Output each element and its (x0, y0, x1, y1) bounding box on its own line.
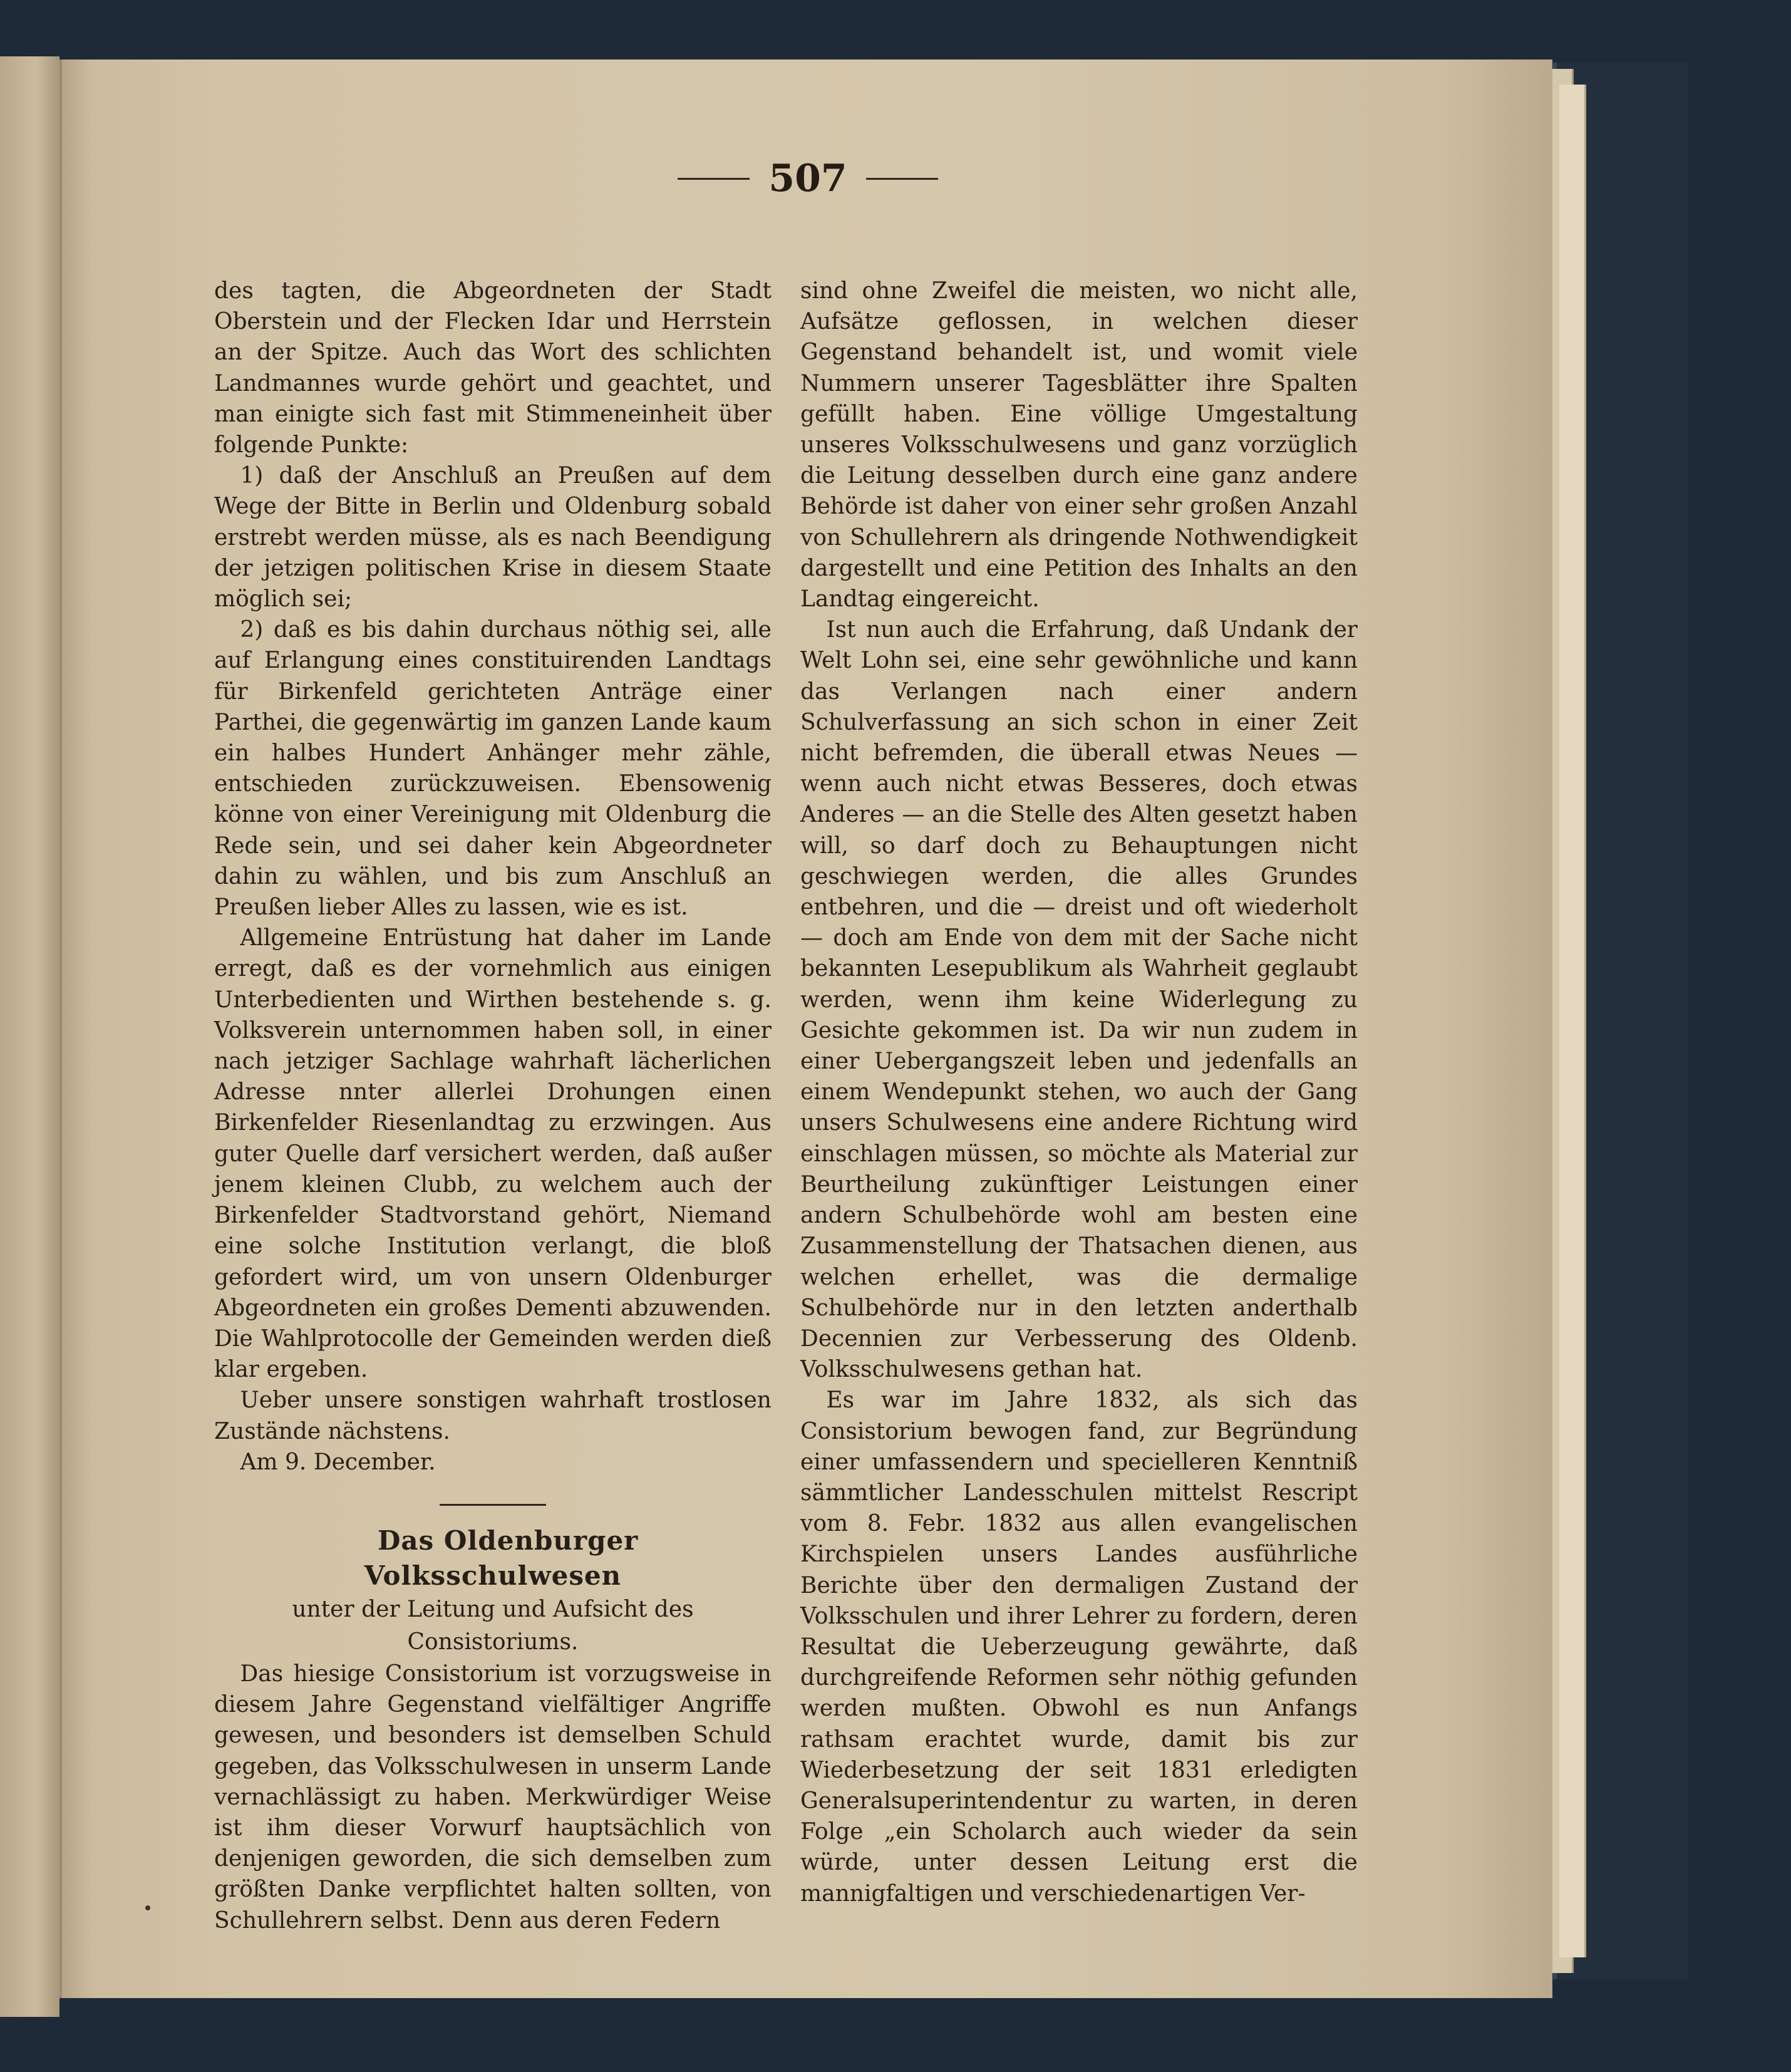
section-subtitle: unter der Leitung und Aufsicht des Consistoriums. (292, 1596, 694, 1655)
paragraph: Allgemeine Entrüstung hat daher im Lande erregt, daß es der vornehmlich aus einigen Unterbedienten und Wirthen bestehende s. g. Volksverein unternommen haben soll, in einer nach jetziger Sachlage wahrhaft lächerlichen Adresse nnter allerlei Drohungen einen Birkenfelder Riesenlandtag zu erzwingen. Aus guter Quelle darf versichert werden, daß außer jenem kleinen Clubb, zu welchem auch der Birkenfelder Stadtvorstand gehört, Niemand eine solche Institution verlangt, die bloß gefordert wird, um von unsern Oldenburger Abgeordneten ein großes Dementi abzuwenden. Die Wahlprotocolle der Gemeinden werden dieß klar ergeben. (214, 925, 772, 1383)
paragraph: Es war im Jahre 1832, als sich das Consistorium bewogen fand, zur Begründung einer umfassendern und specielleren Kenntniß sämmtlicher Landesschulen mittelst Rescript vom 8. Febr. 1832 aus allen evangelischen Kirchspielen unsers Landes ausführliche Berichte über den dermaligen Zustand der Volksschulen und ihrer Lehrer zu fordern, deren Resultat die Ueberzeugung gewährte, daß durchgreifende Reformen sehr nöthig gefunden werden mußten. Obwohl es nun Anfangs rathsam erachtet wurde, damit bis zur Wiederbesetzung der seit 1831 erledigten Generalsuperintendentur zu warten, in deren Folge „ein Scholarch auch wieder da sein würde, unter dessen Leitung erst die mannigfaltigen und verschiedenartigen Ver- (800, 1387, 1358, 1907)
section-title: Das Oldenburger Volksschulwesen (364, 1525, 639, 1591)
page-stack-inner (1559, 85, 1586, 1957)
paragraph: Ueber unsere sonstigen wahrhaft trostlosen Zustände nächstens. (214, 1387, 772, 1444)
paragraph: 2) daß es bis dahin durchaus nöthig sei, alle auf Erlangung eines constituirenden Landtags für Birkenfeld gerichteten Anträge einer Parthei, die gegenwärtig im ganzen Lande kaum ein halbes Hundert Anhänger mehr zähle, entschieden zurückzuweisen. Ebensowenig könne von einer Vereinigung mit Oldenburg die Rede sein, und sei daher kein Abgeordneter dahin zu wählen, und bis zum Anschluß an Preußen lieber Alles zu lassen, wie es ist. (214, 617, 772, 921)
page-header (626, 150, 989, 207)
paragraph: Ist nun auch die Erfahrung, daß Undank der Welt Lohn sei, eine sehr gewöhnliche und kann das Verlangen nach einer andern Schulverfassung an sich schon in einer Zeit nicht befremden, die überall etwas Neues — wenn auch nicht etwas Besseres, doch etwas Anderes — an die Stelle des Alten gesetzt haben will, so darf doch zu Behauptungen nicht geschwiegen werden, die alles Grundes entbehren, und die — dreist und oft wiederholt — doch am Ende von dem mit der Sache nicht bekannten Lesepublikum als Wahrheit geglaubt werden, wenn ihm keine Widerlegung zu Gesichte gekommen ist. Da wir nun zudem in einer Uebergangszeit leben und jedenfalls an einem Wendepunkt stehen, wo auch der Gang unsers Schulwesens eine andere Richtung wird einschlagen müssen, so möchte als Material zur Beurtheilung zukünftiger Leistungen einer andern Schulbehörde wohl am besten eine Zusammenstellung der Thatsachen dienen, aus welchen erhellet, was die dermalige Schulbehörde nur in den letzten anderthalb Decennien zur Verbesserung des Oldenb. Volksschulwesens gethan hat. (800, 617, 1358, 1383)
paragraph: des tagten, die Abgeordneten der Stadt Oberstein und der Flecken Idar und Herrstein an der Spitze. Auch das Wort des schlichten Landmannes wurde gehört und geachtet, und man einigte sich fast mit Stimmeneinheit über folgende Punkte: (214, 278, 772, 458)
left-column (214, 276, 772, 1936)
page-number: 507 (768, 157, 847, 200)
section-divider (440, 1504, 546, 1506)
paragraph: 1) daß der Anschluß an Preußen auf dem Wege der Bitte in Berlin und Oldenburg sobald erstrebt werden müsse, als es nach Beendigung der jetzigen politischen Krise in diesem Staate möglich sei; (214, 463, 772, 613)
dateline: Am 9. December. (240, 1449, 436, 1475)
right-column (800, 276, 1358, 1909)
header-rule-right (866, 178, 938, 180)
paragraph: Das hiesige Consistorium ist vorzugsweise in diesem Jahre Gegenstand vielfältiger Angriffe gewesen, und besonders ist demselben Schuld gegeben, das Volksschulwesen in unserm Lande vernachlässigt zu haben. Merkwürdiger Weise ist ihm dieser Vorwurf hauptsächlich von denjenigen geworden, die sich demselben zum größten Danke verpflichtet halten sollten, von Schullehrern selbst. Denn aus deren Federn (214, 1660, 772, 1934)
facing-page-edge (0, 56, 59, 2017)
ink-speck (145, 1905, 150, 1910)
header-rule-left (678, 178, 750, 180)
paragraph: sind ohne Zweifel die meisten, wo nicht alle, Aufsätze geflossen, in welchen dieser Gegenstand behandelt ist, und womit viele Nummern unserer Tagesblätter ihre Spalten gefüllt haben. Eine völlige Umgestaltung unseres Volksschulwesens und ganz vorzüglich die Leitung desselben durch eine ganz andere Behörde ist daher von einer sehr großen Anzahl von Schullehrern als dringende Nothwendigkeit dargestellt und eine Petition des Inhalts an den Landtag eingereicht. (800, 278, 1358, 613)
